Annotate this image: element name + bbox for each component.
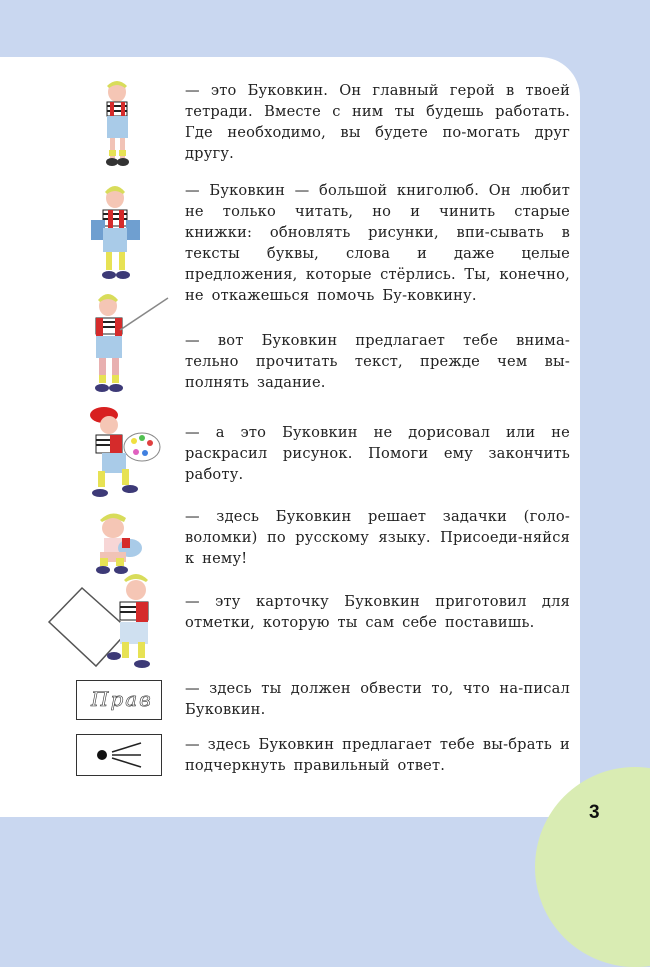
choose-underline-icon xyxy=(76,734,162,776)
bukovkin-books-icon xyxy=(88,182,143,287)
entry-text-2: — Буковкин — большой книголюб. Он любит не только читать, но и чинить старые книжки: обновлять рисунки, впи-сывать в тексты буквы, слова и даже целые предложения, которые стёрлись. Ты, конечно, не откажешься помочь Бу-ковкину. xyxy=(185,182,570,304)
entry-text-1: — это Буковкин. Он главный герой в твоей тетради. Вместе с ним ты будешь работать. Где необходимо, вы будете по-могать друг другу. xyxy=(185,82,570,162)
entry-text-7: — здесь ты должен обвести то, что на-писал Буковкин. xyxy=(185,680,570,718)
entry-text-8: — здесь Буковкин предлагает тебе вы-брать и подчеркнуть правильный ответ. xyxy=(185,736,570,774)
bukovkin-standing-icon xyxy=(95,78,140,173)
entry-text-4: — а это Буковкин не дорисовал или не раскрасил рисунок. Помоги ему закончить работу. xyxy=(185,424,570,483)
entry-text-5: — здесь Буковкин решает задачки (голо-воломки) по русскому языку. Присоеди-няйся к нему! xyxy=(185,508,570,567)
entry-text-6: — эту карточку Буковкин приготовил для отметки, которую ты сам себе поставишь. xyxy=(185,593,570,631)
page-number: 3 xyxy=(589,802,600,823)
bukovkin-pointer-icon xyxy=(80,290,170,400)
bukovkin-thinking-icon xyxy=(88,508,148,578)
trace-handwriting-icon xyxy=(76,680,162,720)
bukovkin-card-icon xyxy=(44,570,164,675)
bukovkin-painter-icon xyxy=(82,405,172,505)
trace-handwriting-sample: Прав xyxy=(91,687,153,711)
entry-text-3: — вот Буковкин предлагает тебе внима-тельно прочитать текст, прежде чем вы-полнять задание. xyxy=(185,332,570,391)
